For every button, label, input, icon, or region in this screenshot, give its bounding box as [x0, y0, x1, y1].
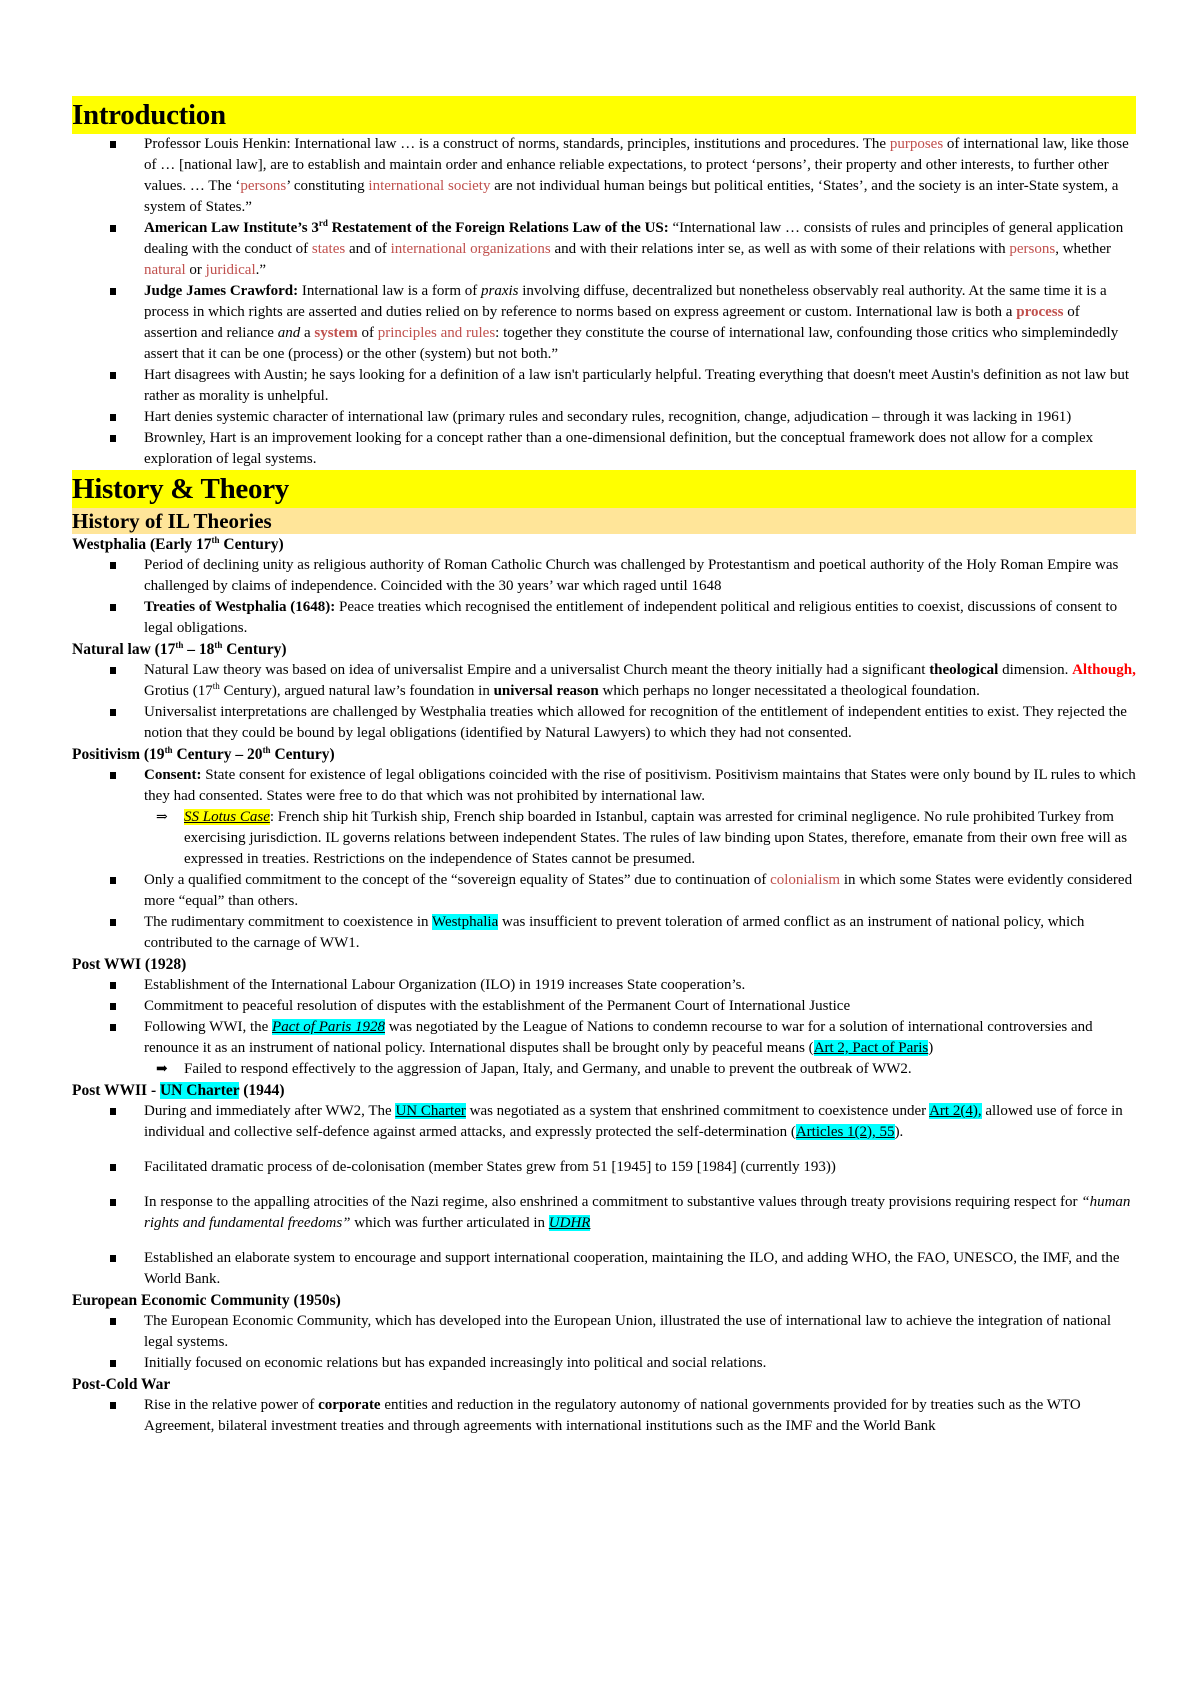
text: was negotiated as a system that enshrined commitment to coexistence under: [465, 1103, 930, 1119]
text: Century): [270, 746, 335, 763]
text: (1944): [239, 1082, 285, 1099]
text: During and immediately after WW2, The: [144, 1103, 396, 1119]
bold-text: theological: [929, 662, 999, 678]
text: Century): [222, 641, 287, 658]
superscript: th: [164, 744, 173, 755]
heading-history-theory: History & Theory: [72, 470, 1136, 508]
text: Grotius (17: [144, 683, 213, 699]
text: which perhaps no longer necessitated a theological foundation.: [598, 683, 980, 699]
list-item: [72, 660, 1136, 702]
list-item: [72, 1395, 1136, 1437]
highlight-text: states: [311, 241, 346, 257]
list-item: Established an elaborate system to encourage and support international cooperation, maintaining the ILO, and adding WHO, the FAO, UNESCO, the IMF, and the World Bank.: [72, 1248, 1136, 1290]
highlight-text: system: [314, 325, 358, 341]
text: Professor Louis Henkin: International law … is a construct of norms, standards, principles, institutions and procedures. The: [144, 136, 890, 152]
highlight-text: persons: [1009, 241, 1056, 257]
list-item: [72, 1192, 1136, 1234]
text: “International law … consists of rules and principles of general application dealing with the conduct of: [144, 220, 1124, 257]
highlight-text: Westphalia: [431, 914, 499, 930]
highlight-text: natural: [144, 262, 186, 278]
highlight-text: UN Charter: [395, 1103, 466, 1119]
list-item-henkin: [72, 134, 1136, 218]
text: In response to the appalling atrocities of the Nazi regime, also enshrined a commitment to substantive values through treaty provisions requiring respect for: [144, 1194, 1082, 1210]
highlight-text: process: [1016, 304, 1064, 320]
list-item-brownley: Brownley, Hart is an improvement looking for a concept rather than a one-dimensional definition, but the conceptual framework does not allow for a complex exploration of legal systems.: [72, 428, 1136, 470]
positivism-list: [72, 765, 1136, 954]
highlight-text: Art 2, Pact of Paris: [813, 1040, 929, 1056]
italic-text: praxis: [481, 283, 519, 299]
text: of: [357, 325, 378, 341]
highlight-text: international organizations: [390, 241, 551, 257]
post-wwii-list: [72, 1101, 1136, 1290]
text: ).: [894, 1124, 904, 1140]
text: Century), argued natural law’s foundation in: [219, 683, 494, 699]
text: Post WWII -: [72, 1082, 160, 1099]
highlight-text: UDHR: [548, 1215, 591, 1231]
text: .”: [255, 262, 267, 278]
text: and of: [345, 241, 391, 257]
text: State consent for existence of legal obligations coincided with the rise of positivism. Positivism maintains that States were only bound by IL rules to which they had consented. States were free to do that which was not prohibited by international law.: [144, 767, 1136, 804]
text: , whether: [1055, 241, 1111, 257]
text: : French ship hit Turkish ship, French ship boarded in Istanbul, captain was arrested for criminal negligence. No rule prohibited Turkey from exercising jurisdiction. IL governs relations between independent States. The rules of law binding upon States, therefore, emanate from their own free will as expressed in treaties. Restrictions on the independence of States cannot be presumed.: [184, 809, 1128, 867]
list-item: The European Economic Community, which has developed into the European Union, illustrated the use of international law to achieve the integration of national legal systems.: [72, 1311, 1136, 1353]
text: allowed use of force in individual and collective self-defence against armed attacks, and expressly protected the self-determination (: [144, 1103, 1123, 1140]
highlight-text: persons: [240, 178, 287, 194]
westphalia-list: [72, 555, 1136, 639]
post-wwi-list: [72, 975, 1136, 1080]
highlight-text: purposes: [889, 136, 944, 152]
list-item-crawford: [72, 281, 1136, 365]
list-item: [72, 1017, 1136, 1059]
post-cold-war-list: [72, 1395, 1136, 1437]
heading-post-wwi: Post WWI (1928): [72, 956, 187, 973]
highlight-text: UN Charter: [159, 1082, 240, 1099]
list-item-restatement: [72, 218, 1136, 281]
text: Only a qualified commitment to the concept of the “sovereign equality of States” due to continuation of: [144, 872, 771, 888]
text: a: [300, 325, 315, 341]
case-name: SS Lotus Case: [184, 809, 270, 825]
italic-text: and: [277, 325, 301, 341]
highlight-text: Articles 1(2), 55: [795, 1124, 895, 1140]
text: are not individual human beings but political entities, ‘States’, and the society is an inter-State system, a system of States.”: [144, 178, 1119, 215]
highlight-text: international society: [368, 178, 491, 194]
italic-text: “human rights and fundamental freedoms”: [144, 1194, 1131, 1231]
text: Natural law (17: [72, 641, 176, 658]
list-item: [72, 870, 1136, 912]
bold-label: Judge James Crawford:: [144, 283, 299, 299]
bold-label: Restatement of the Foreign Relations Law of the US:: [327, 220, 669, 236]
text: Natural Law theory was based on idea of universalist Empire and a universalist Church meant the theory initially had a significant: [144, 662, 930, 678]
bold-label: Consent:: [144, 767, 202, 783]
heading-post-cold-war: Post-Cold War: [72, 1376, 171, 1393]
list-item: [72, 912, 1136, 954]
superscript: th: [212, 681, 220, 691]
list-item: Facilitated dramatic process of de-colonisation (member States grew from 51 [1945] to 159 [1984] (currently 193)): [72, 1157, 1136, 1178]
heading-post-wwii: [72, 1080, 1136, 1101]
bold-text: corporate: [318, 1397, 381, 1413]
eec-list: [72, 1311, 1136, 1374]
text: was insufficient to prevent toleration of armed conflict as an instrument of national policy, which contributed to the carnage of WW1.: [144, 914, 1085, 951]
list-item-hart-systemic: Hart denies systemic character of international law (primary rules and secondary rules, recognition, change, adjudication – through it was lacking in 1961): [72, 407, 1136, 428]
intro-list: [72, 134, 1136, 470]
text: dimension.: [998, 662, 1073, 678]
heading-history-of-il-theories: History of IL Theories: [72, 508, 1136, 534]
text: involving diffuse, decentralized but nonetheless observably real authority. At the same time it is a process in which rights are asserted and duties relied on by reference to norms based on express agreement or custom. International law is both a: [144, 283, 1107, 320]
arrow-right-icon: ⇒: [156, 810, 168, 825]
sub-item: [72, 1059, 1136, 1080]
text: International law is a form of: [298, 283, 482, 299]
text: Century): [219, 536, 284, 553]
text: Failed to respond effectively to the aggression of Japan, Italy, and Germany, and unable to prevent the outbreak of WW2.: [184, 1061, 912, 1077]
text: Positivism (19: [72, 746, 165, 763]
list-item: [72, 597, 1136, 639]
bold-label: Treaties of Westphalia (1648):: [144, 599, 336, 615]
text: of assertion and reliance: [144, 304, 1080, 341]
text: – 18: [183, 641, 215, 658]
highlight-text: Art 2(4),: [929, 1103, 982, 1119]
text: ): [928, 1040, 934, 1056]
text: was negotiated by the League of Nations to condemn recourse to war for a solution of international controversies and renounce it as an instrument of national policy. International disputes shall be brought only by peaceful means (: [144, 1019, 1093, 1056]
text: ’ constituting: [286, 178, 369, 194]
list-item: Period of declining unity as religious authority of Roman Catholic Church was challenged by Protestantism and poetical authority of the Holy Roman Empire was challenged by claims of independence. Coincided with the 30 years’ war which raged until 1648: [72, 555, 1136, 597]
bold-text: universal reason: [493, 683, 599, 699]
text: The rudimentary commitment to coexistence in: [144, 914, 432, 930]
text: Peace treaties which recognised the entitlement of independent political and religious entities to coexist, discussions of consent to legal obligations.: [144, 599, 1118, 636]
text: entities and reduction in the regulatory autonomy of national governments provided for by treaties such as the WTO Agreement, bilateral investment treaties and through agreements with international institutions such as the IMF and the World Bank: [144, 1397, 1081, 1434]
highlight-text: colonialism: [770, 872, 841, 888]
highlight-text: juridical: [205, 262, 256, 278]
document-page: [72, 96, 1136, 1437]
text: or: [185, 262, 206, 278]
heading-introduction: Introduction: [72, 96, 1136, 134]
text: in which some States were evidently considered more “equal” than others.: [144, 872, 1133, 909]
natural-law-list: [72, 660, 1136, 744]
text: and with their relations inter se, as well as with some of their relations with: [550, 241, 1010, 257]
text: of international law, like those of … [national law], are to establish and maintain order and enhance reliable expectations, to protect ‘persons’, their property and other interests, to further other values. … The ‘: [144, 136, 1129, 194]
superscript: th: [175, 639, 184, 650]
text: which was further articulated in: [350, 1215, 549, 1231]
list-item: Establishment of the International Labour Organization (ILO) in 1919 increases State cooperation’s.: [72, 975, 1136, 996]
list-item: Commitment to peaceful resolution of disputes with the establishment of the Permanent Court of International Justice: [72, 996, 1136, 1017]
bold-label: American Law Institute’s 3: [144, 220, 319, 236]
heading-positivism: [72, 744, 1136, 765]
text: Westphalia (Early 17: [72, 536, 212, 553]
heading-westphalia: [72, 534, 1136, 555]
sub-item-lotus: [72, 807, 1136, 870]
heading-natural-law: [72, 639, 1136, 660]
list-item: Initially focused on economic relations but has expanded increasingly into political and social relations.: [72, 1353, 1136, 1374]
text: Century – 20: [172, 746, 263, 763]
text: : together they constitute the course of international law, confounding those critics who simplemindedly assert that it can be one (process) or the other (system) but not both.”: [144, 325, 1119, 362]
list-item: [72, 1101, 1136, 1143]
superscript: rd: [318, 218, 328, 228]
emphasis-text: Although,: [1072, 662, 1136, 678]
list-item: Universalist interpretations are challenged by Westphalia treaties which allowed for recognition of the entitlement of independent entities to exist. They rejected the notion that they could be bound by legal obligations (identified by Natural Lawyers) to which they had not consented.: [72, 702, 1136, 744]
list-item: [72, 765, 1136, 807]
highlight-text: Pact of Paris 1928: [272, 1019, 385, 1035]
text: Rise in the relative power of: [144, 1397, 319, 1413]
superscript: th: [214, 639, 223, 650]
superscript: th: [262, 744, 271, 755]
arrow-right-icon: ➡: [156, 1062, 168, 1077]
highlight-text: principles and rules: [377, 325, 496, 341]
superscript: th: [211, 534, 220, 545]
list-item-hart-austin: Hart disagrees with Austin; he says looking for a definition of a law isn't particularly helpful. Treating everything that doesn't meet Austin's definition as not law but rather as morality is unhelpful.: [72, 365, 1136, 407]
heading-eec: European Economic Community (1950s): [72, 1292, 341, 1309]
text: Following WWI, the: [144, 1019, 273, 1035]
